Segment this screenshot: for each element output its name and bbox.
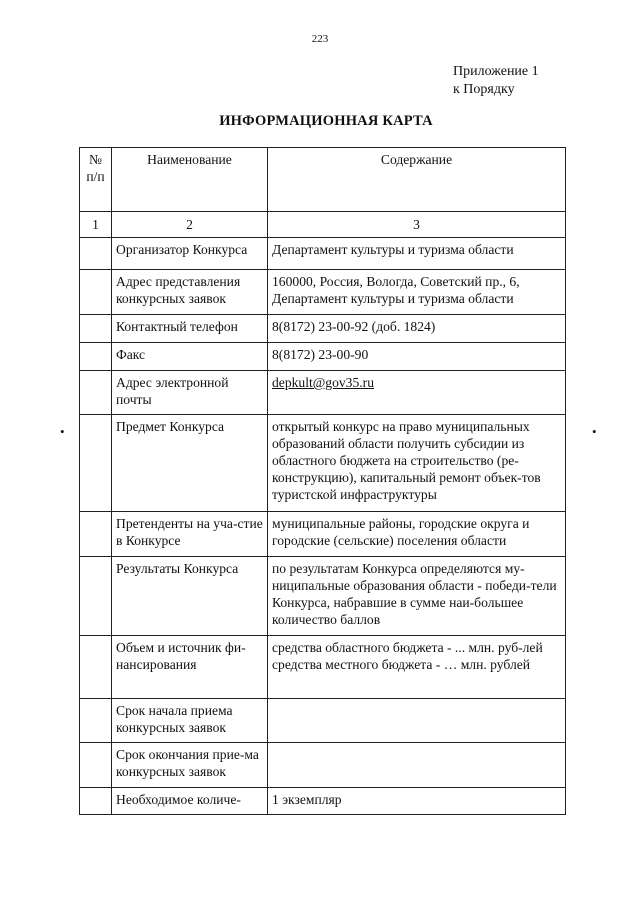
row-content-cell: 1 экземпляр (268, 788, 566, 815)
table-row (80, 315, 566, 343)
column-index-2: 2 (112, 212, 268, 238)
row-content-cell: открытый конкурс на право муниципальных образований области получить субсидии из областного бюджета на строительство (ре-конструкцию), капитальный ремонт объек-тов туристской инфраструктуры (268, 415, 566, 512)
header-content: Содержание (268, 148, 566, 212)
row-name-cell: Организатор Конкурса (112, 238, 268, 270)
row-number-cell (80, 788, 112, 815)
row-number-cell (80, 512, 112, 557)
row-content-cell: 8(8172) 23-00-90 (268, 343, 566, 371)
table-row (80, 699, 566, 743)
table-row (80, 270, 566, 315)
table-row (80, 512, 566, 557)
row-number-cell (80, 343, 112, 371)
row-number-cell (80, 415, 112, 512)
document-title: ИНФОРМАЦИОННАЯ КАРТА (219, 113, 433, 129)
table-header-row (80, 148, 566, 212)
table-row (80, 636, 566, 699)
table-row (80, 788, 566, 815)
row-number-cell (80, 699, 112, 743)
row-number-cell (80, 270, 112, 315)
row-name-cell: Срок окончания прие-ма конкурсных заявок (112, 743, 268, 788)
table-row (80, 238, 566, 270)
row-content-cell: муниципальные районы, городские округа и городские (сельские) поселения области (268, 512, 566, 557)
email-link[interactable]: depkult@gov35.ru (272, 375, 374, 390)
appendix-line-1: Приложение 1 (453, 64, 539, 79)
row-name-cell: Адрес представления конкурсных заявок (112, 270, 268, 315)
header-number: № п/п (80, 148, 112, 212)
column-index-3: 3 (268, 212, 566, 238)
row-content-cell: Департамент культуры и туризма области (268, 238, 566, 270)
row-number-cell (80, 636, 112, 699)
table-row (80, 743, 566, 788)
column-index-1: 1 (80, 212, 112, 238)
table-row (80, 415, 566, 512)
row-name-cell: Срок начала приема конкурсных заявок (112, 699, 268, 743)
row-number-cell (80, 315, 112, 343)
table-row (80, 557, 566, 636)
row-content-cell: 8(8172) 23-00-92 (доб. 1824) (268, 315, 566, 343)
row-name-cell: Необходимое количе- (112, 788, 268, 815)
row-number-cell (80, 557, 112, 636)
row-number-cell (80, 371, 112, 415)
row-content-cell (268, 371, 566, 415)
row-content-cell: по результатам Конкурса определяются му-ниципальные образования области - победи-тели Конкурса, набравшие в сумме наи-большее количество баллов (268, 557, 566, 636)
scan-artifact-dot-left: • (60, 424, 65, 439)
funding-local-line: средства местного бюджета - … млн. рублей (272, 657, 531, 672)
row-content-cell (268, 743, 566, 788)
info-card-table (79, 147, 566, 815)
row-content-cell (268, 636, 566, 699)
row-name-cell: Факс (112, 343, 268, 371)
row-name-cell: Адрес электронной почты (112, 371, 268, 415)
column-index-row (80, 212, 566, 238)
appendix-line-2: к Порядку (453, 82, 515, 97)
row-name-cell: Результаты Конкурса (112, 557, 268, 636)
row-name-cell: Предмет Конкурса (112, 415, 268, 512)
funding-regional-line: средства областного бюджета - ... млн. руб-лей (272, 640, 543, 655)
appendix-note (453, 63, 539, 99)
header-name: Наименование (112, 148, 268, 212)
row-name-cell: Объем и источник фи-нансирования (112, 636, 268, 699)
row-number-cell (80, 238, 112, 270)
row-name-cell: Контактный телефон (112, 315, 268, 343)
row-name-cell: Претенденты на уча-стие в Конкурсе (112, 512, 268, 557)
table-row (80, 343, 566, 371)
row-number-cell (80, 743, 112, 788)
page-number: 223 (311, 33, 329, 45)
scan-artifact-dot-right: • (592, 424, 597, 439)
row-content-cell (268, 699, 566, 743)
table-row (80, 371, 566, 415)
row-content-cell: 160000, Россия, Вологда, Советский пр., 6, Департамент культуры и туризма области (268, 270, 566, 315)
